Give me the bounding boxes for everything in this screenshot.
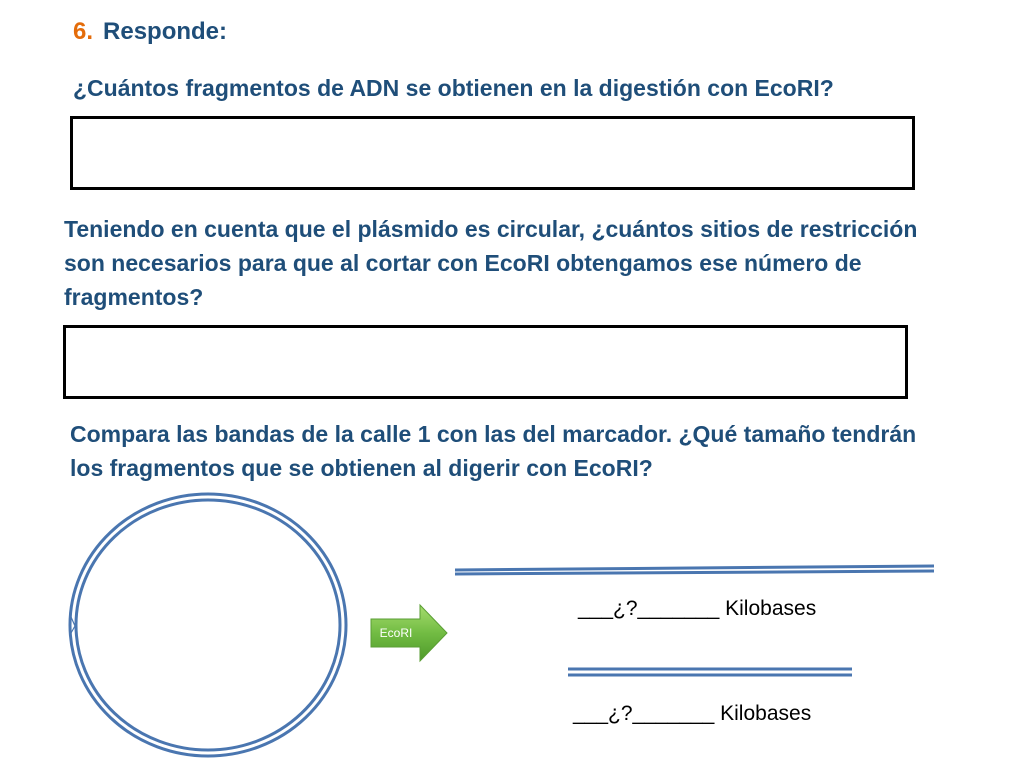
fragment-band-1 [455,566,934,574]
section-number: 6. [73,18,94,45]
question-2: Teniendo en cuenta que el plásmido es circular, ¿cuántos sitios de restricción son necesarios para que al cortar con EcoRI obtengamos ese número de fragmentos? [64,216,918,310]
question-3: Compara las bandas de la calle 1 con las del marcador. ¿Qué tamaño tendrán los fragmentos que se obtienen al digerir con EcoRI? [70,421,917,481]
circular-plasmid [70,494,346,756]
section-title: Responde: [103,18,228,45]
fragment-band-2 [568,669,852,675]
fragment-size-label-2: ___¿?_______ Kilobases [573,702,812,725]
enzyme-label: EcoRI [379,626,413,640]
fragment-size-label-1: ___¿?_______ Kilobases [578,597,817,620]
question-1: ¿Cuántos fragmentos de ADN se obtienen en la digestión con EcoRI? [73,75,834,101]
